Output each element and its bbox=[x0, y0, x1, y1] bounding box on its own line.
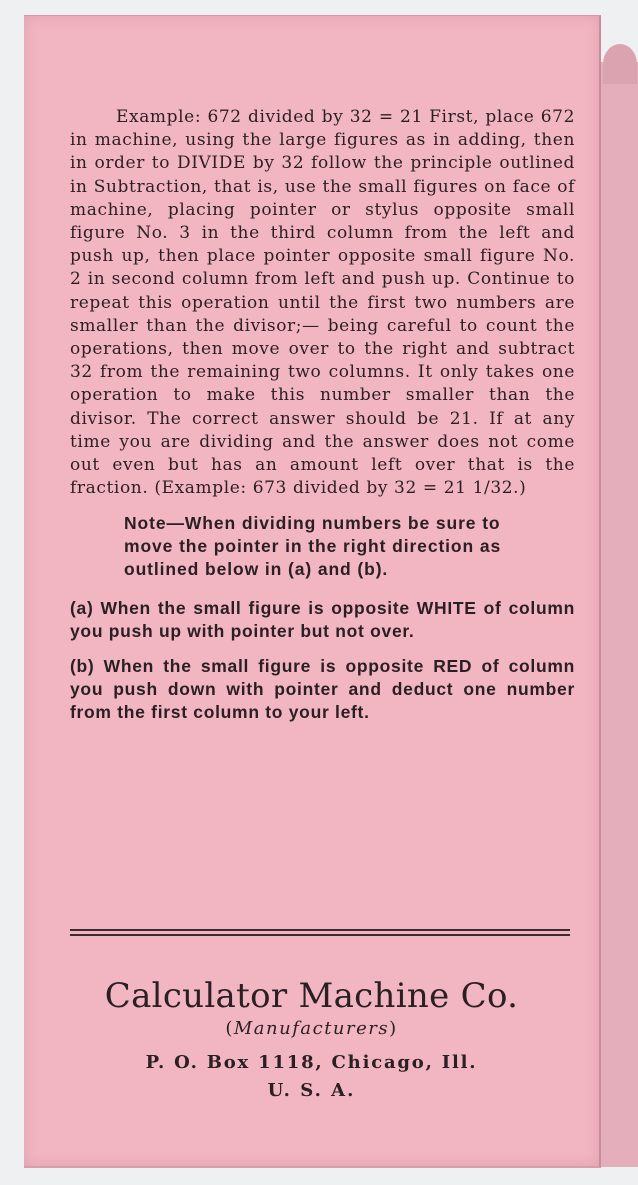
torn-flap bbox=[603, 44, 637, 84]
rule-a-white: (a) When the small figure is opposite WHITE of column you push up with pointer but not over. bbox=[70, 598, 575, 642]
direction-note: Note—When dividing numbers be sure to move the pointer in the right direction as outlined below in (a) and (b). bbox=[124, 513, 502, 580]
company-subtitle: (Manufacturers) bbox=[225, 1018, 398, 1039]
subtitle-text: Manufacturers bbox=[233, 1018, 390, 1039]
instructions-block bbox=[70, 106, 575, 724]
division-instructions-text: Example: 672 divided by 32 = 21 First, place 672 in machine, using the large figures as in adding, then in order to DIVIDE by 32 follow the principle outlined in Subtraction, that is, use the small figures on face of machine, placing pointer or stylus opposite small figure No. 3 in the third column from the left and push up, then place pointer opposite small figure No. 2 in second column from left and push up. Continue to repeat this operation until the first two numbers are smaller than the divisor;— being careful to count the operations, then move over to the right and subtract 32 from the remaining two columns. It only takes one operation to make this number smaller than the divisor. The correct answer should be 21. If at any time you are dividing and the answer does not come out even but has an amount left over that is the fraction. (Example: 673 divided by 32 = 21 1/32.) bbox=[70, 107, 575, 499]
divider-line-bottom bbox=[70, 934, 570, 936]
divider-line-top bbox=[70, 929, 570, 931]
instruction-sheet bbox=[24, 15, 601, 1168]
rule-b-red: (b) When the small figure is opposite RED of column you push down with pointer and deduct one number from the first column to your left. bbox=[70, 656, 575, 723]
division-instructions bbox=[70, 106, 575, 500]
company-address: P. O. Box 1118, Chicago, Ill. bbox=[145, 1052, 478, 1073]
company-country: U. S. A. bbox=[267, 1080, 356, 1101]
adjacent-page-edge bbox=[598, 62, 638, 1167]
company-name: Calculator Machine Co. bbox=[104, 976, 519, 1016]
